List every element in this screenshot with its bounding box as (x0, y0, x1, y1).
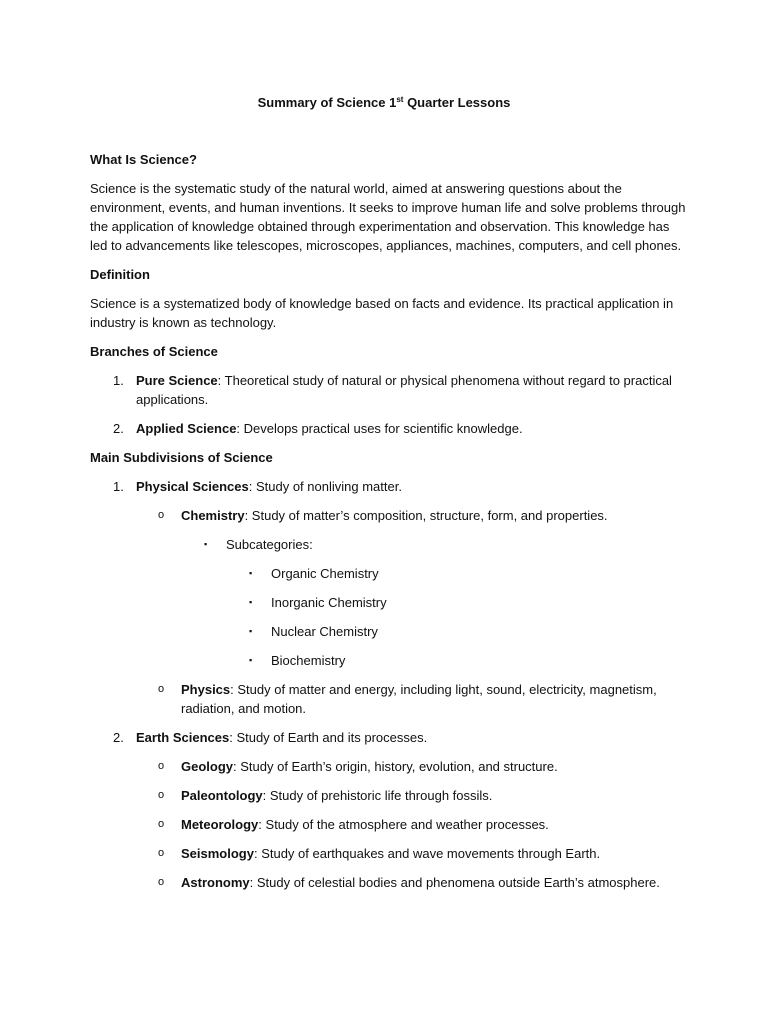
list-item-applied-science (90, 419, 690, 438)
description: : Study of prehistoric life through fossils. (262, 788, 493, 803)
circle-bullet-icon: o (158, 818, 165, 830)
term: Meteorology (181, 817, 259, 832)
term: Paleontology (181, 788, 263, 803)
list-item-geology (90, 757, 690, 776)
list-number: 1. (113, 479, 124, 494)
description: : Study of Earth’s origin, history, evolution, and structure. (233, 759, 558, 774)
list-item-earth-sciences (90, 728, 690, 747)
term: Physical Sciences (136, 479, 249, 494)
subcategory-text: Biochemistry (271, 653, 346, 668)
subcategory-text: Inorganic Chemistry (271, 595, 387, 610)
paragraph-definition: Science is a systematized body of knowledge based on facts and evidence. Its practical application in industry is known as technology. (90, 296, 674, 330)
section-heading-definition: Definition (90, 267, 150, 282)
description: : Study of the atmosphere and weather processes. (258, 817, 549, 832)
subcategories-label: Subcategories: (226, 537, 313, 552)
term: Applied Science (136, 421, 237, 436)
list-item-meteorology (90, 815, 690, 834)
page-title: Summary of Science 1st Quarter Lessons (257, 95, 511, 110)
list-item-physical-sciences (90, 477, 690, 496)
square-bullet-icon: ▪ (249, 597, 253, 607)
term: Physics (181, 682, 231, 697)
list-item-biochemistry (90, 651, 690, 670)
paragraph-what-is-science: Science is the systematic study of the natural world, aimed at answering questions about the environment, events, and human inventions. It seeks to improve human life and solve problems through the application of knowledge obtained through experimentation and observation. This knowledge has led to advancements like telescopes, microscopes, appliances, machines, computers, and cell phones. (90, 181, 686, 253)
section-heading-branches: Branches of Science (90, 344, 218, 359)
description: : Study of earthquakes and wave movements through Earth. (253, 846, 601, 861)
term: Seismology (181, 846, 254, 861)
subcategory-text: Nuclear Chemistry (271, 624, 378, 639)
circle-bullet-icon: o (158, 847, 165, 859)
circle-bullet-icon: o (158, 509, 165, 521)
term: Earth Sciences (136, 730, 230, 745)
list-number: 2. (113, 421, 124, 436)
square-bullet-icon: ▪ (249, 626, 253, 636)
description: : Study of matter and energy, including light, sound, electricity, magnetism, radiation, and motion. (181, 682, 657, 716)
circle-bullet-icon: o (158, 760, 165, 772)
list-item-astronomy (90, 873, 690, 892)
list-number: 2. (113, 730, 124, 745)
description: : Study of celestial bodies and phenomena outside Earth’s atmosphere. (249, 875, 660, 890)
term: Chemistry (181, 508, 245, 523)
section-heading-what-is-science: What Is Science? (90, 152, 197, 167)
circle-bullet-icon: o (158, 683, 165, 695)
list-item-subcategories (90, 535, 690, 554)
square-bullet-icon: ▪ (249, 568, 253, 578)
circle-bullet-icon: o (158, 789, 165, 801)
list-item-organic-chemistry (90, 564, 690, 583)
description: : Study of matter’s composition, structure, form, and properties. (244, 508, 608, 523)
list-item-pure-science (90, 371, 690, 409)
list-item-nuclear-chemistry (90, 622, 690, 641)
term: Geology (181, 759, 234, 774)
square-bullet-icon: ▪ (204, 539, 208, 549)
description: : Develops practical uses for scientific knowledge. (236, 421, 523, 436)
subcategory-text: Organic Chemistry (271, 566, 379, 581)
list-item-paleontology (90, 786, 690, 805)
list-item-inorganic-chemistry (90, 593, 690, 612)
list-number: 1. (113, 373, 124, 388)
list-item-chemistry (90, 506, 690, 525)
square-bullet-icon: ▪ (249, 655, 253, 665)
list-item-seismology (90, 844, 690, 863)
section-heading-subdivisions: Main Subdivisions of Science (90, 450, 273, 465)
description: : Study of nonliving matter. (248, 479, 402, 494)
document-body (90, 150, 690, 902)
term: Astronomy (181, 875, 250, 890)
description: : Theoretical study of natural or physical phenomena without regard to practical applications. (136, 373, 672, 407)
description: : Study of Earth and its processes. (229, 730, 428, 745)
list-item-physics (90, 680, 690, 718)
circle-bullet-icon: o (158, 876, 165, 888)
term: Pure Science (136, 373, 218, 388)
